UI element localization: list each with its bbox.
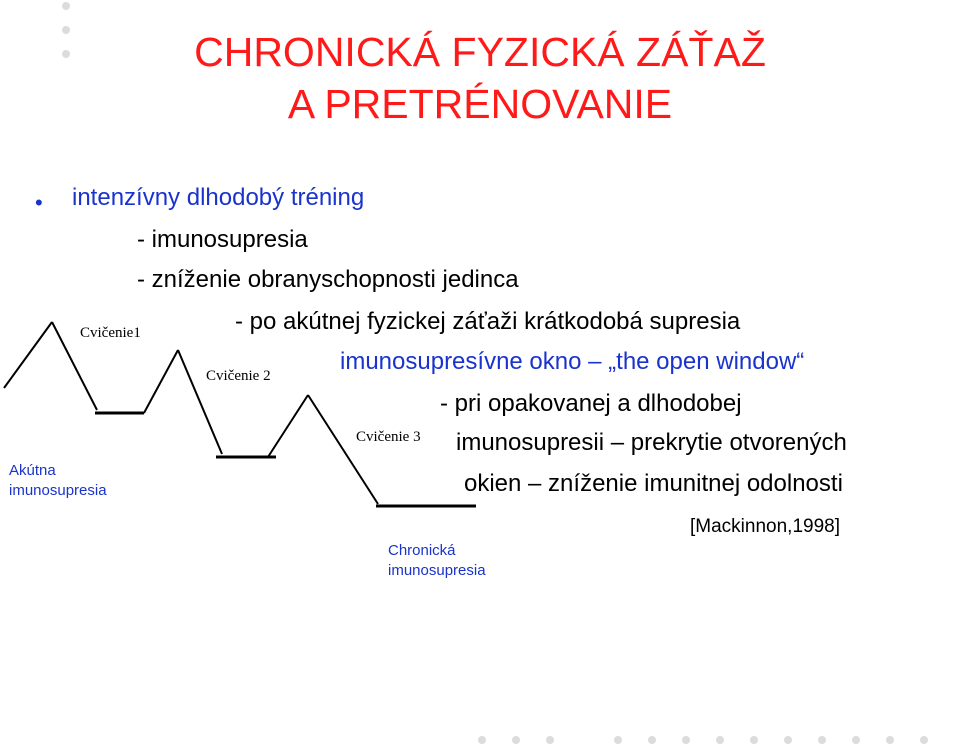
acute-label-line2: imunosupresia [9,482,107,499]
slide-title-line1: CHRONICKÁ FYZICKÁ ZÁŤAŽ [194,29,766,75]
exercise-1-label: Cvičenie1 [80,325,141,341]
text-line-acute-load: - po akútnej fyzickej záťaži krátkodobá supresia [235,308,741,335]
text-line-reduced-defense: - zníženie obranyschopnosti jedinca [137,266,519,293]
text-line-immunosuppression: - imunosupresia [137,226,308,253]
text-line-overlap: imunosupresii – prekrytie otvorených [456,429,847,456]
text-line-reduced-immunity: okien – zníženie imunitnej odolnosti [464,470,843,497]
chronic-label-line2: imunosupresia [388,562,486,579]
text-line-open-window: imunosupresívne okno – „the open window“ [340,348,805,375]
text-line-repeated: - pri opakovanej a dlhodobej [440,390,742,417]
acute-label-line1: Akútna [9,462,56,479]
citation: [Mackinnon,1998] [690,516,840,537]
exercise-2-label: Cvičenie 2 [206,368,271,384]
diagram-fall-3 [308,395,378,504]
diagram-rise-1 [4,322,52,388]
diagram-rise-2 [144,350,178,413]
bullet-heading: intenzívny dlhodobý tréning [72,184,365,211]
diagram-fall-2 [178,350,222,454]
diagram-rise-3 [268,395,308,457]
slide-title-line2: A PRETRÉNOVANIE [287,81,673,127]
chronic-label-line1: Chronická [388,542,456,559]
exercise-3-label: Cvičenie 3 [356,429,421,445]
bullet-icon: • [35,190,43,215]
